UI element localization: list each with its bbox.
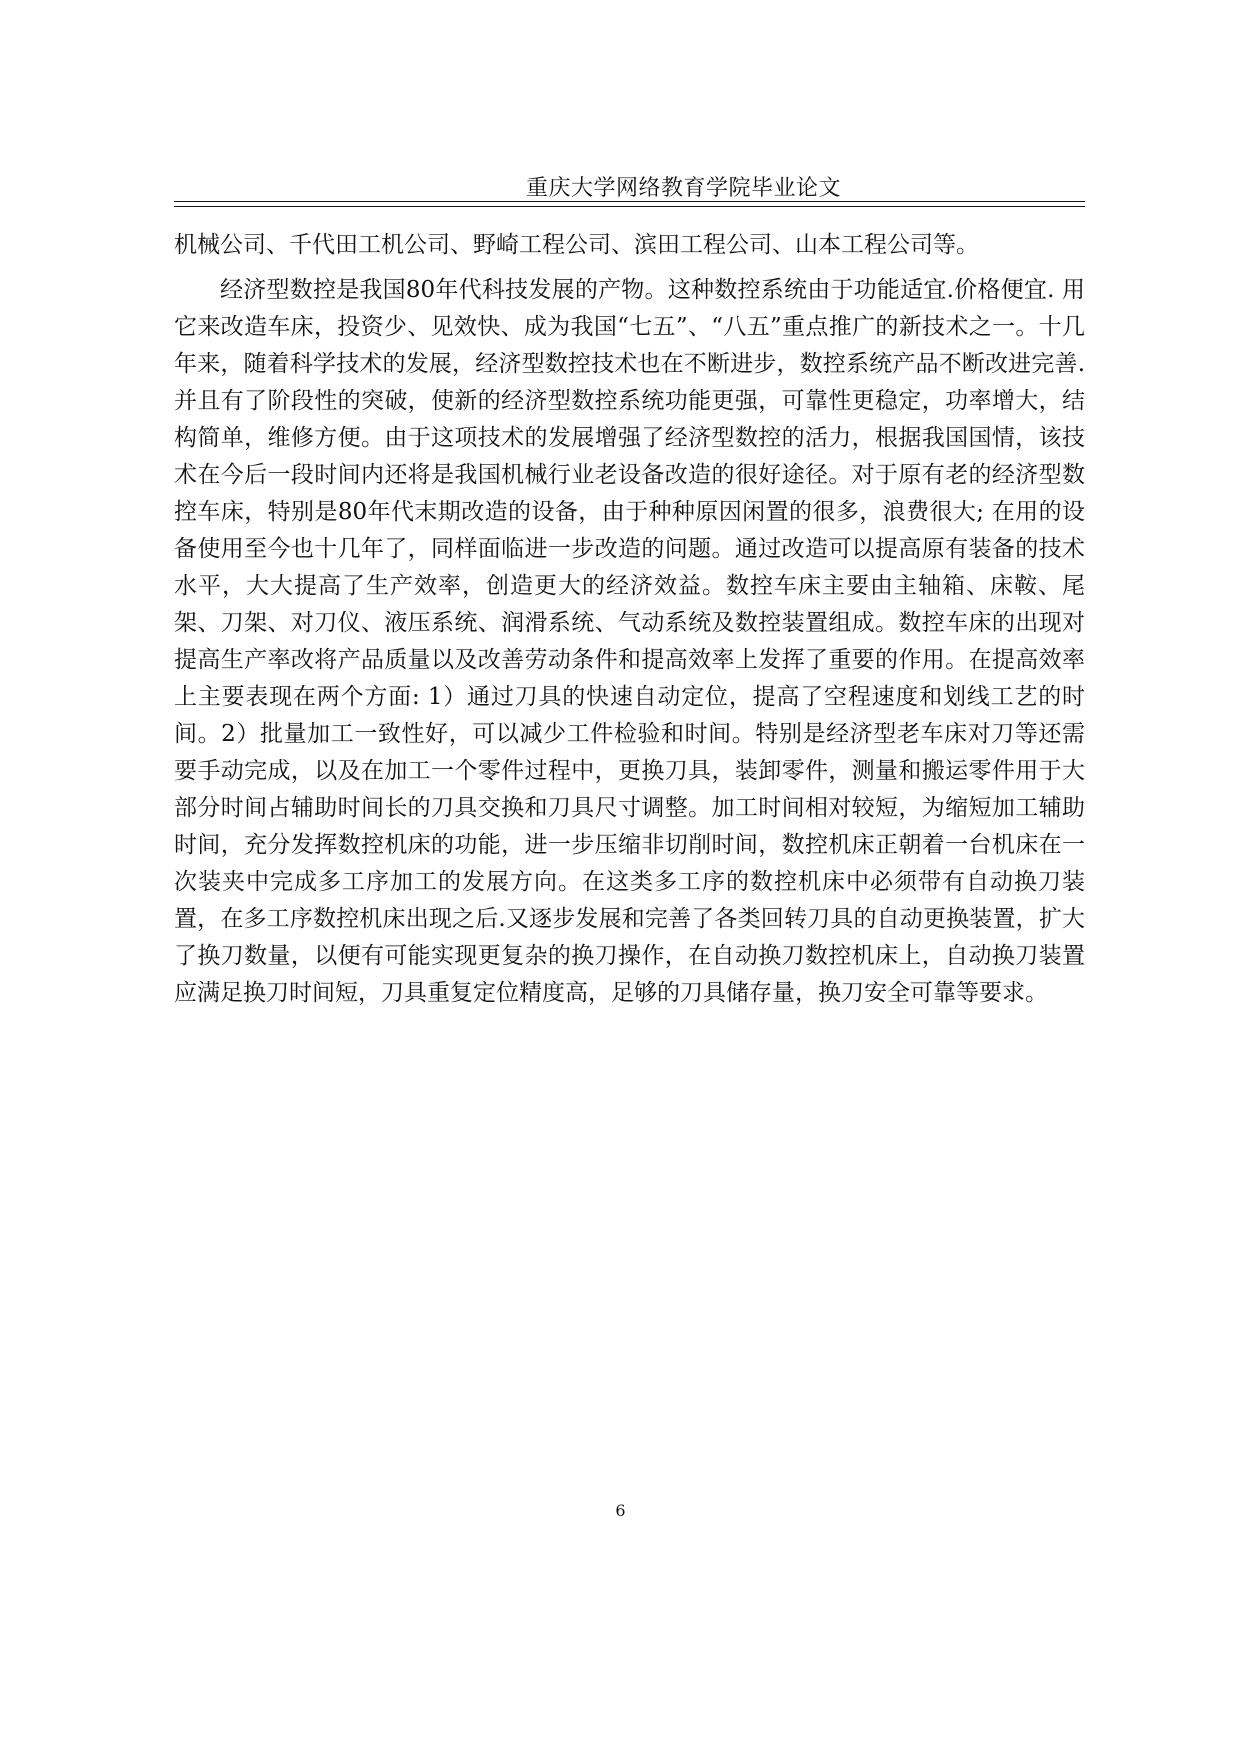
header-rule-top — [174, 201, 1085, 202]
paragraph-continuation: 机械公司、千代田工机公司、野崎工程公司、滨田工程公司、山本工程公司等。 — [174, 232, 979, 258]
page-number: 6 — [615, 1501, 626, 1520]
header-title: 重庆大学网络教育学院毕业论文 — [526, 176, 842, 201]
paragraph-economic-cnc: 经济型数控是我国80年代科技发展的产物。这种数控系统由于功能适宜.价格便宜. 用它来改造车床，投资少、见效快、成为我国“七五”、“八五”重点推广的新技术之一。十几年来，随着科学技术的发展，经济型数控技术也在不断进步，数控系统产品不断改进完善. 并且有了阶段性的突破，使新的经济型数控系统功能更强，可靠性更稳定，功率增大，结构简单，维修方便。由于这项技术的发展增强了经济型数控的活力，根据我国国情，该技术在今后一段时间内还将是我国机械行业老设备改造的很好途径。对于原有老的经济型数控车床，特别是80年代末期改造的设备，由于种种原因闲置的很多，浪费很大; 在用的设备使用至今也十几年了，同样面临进一步改造的问题。通过改造可以提高原有装备的技术水平，大大提高了生产效率，创造更大的经济效益。数控车床主要由主轴箱、床鞍、尾架、刀架、对刀仪、液压系统、润滑系统、气动系统及数控装置组成。数控车床的出现对提高生产率改将产品质量以及改善劳动条件和提高效率上发挥了重要的作用。在提高效率上主要表现在两个方面: 1）通过刀具的快速自动定位，提高了空程速度和划线工艺的时间。2）批量加工一致性好，可以减少工件检验和时间。特别是经济型老车床对刀等还需要手动完成，以及在加工一个零件过程中，更换刀具，装卸零件，测量和搬运零件用于大部分时间占辅助时间长的刀具交换和刀具尺寸调整。加工时间相对较短，为缩短加工辅助时间，充分发挥数控机床的功能，进一步压缩非切削时间，数控机床正朝着一台机床在一次装夹中完成多工序加工的发展方向。在这类多工序的数控机床中必须带有自动换刀装置，在多工序数控机床出现之后.又逐步发展和完善了各类回转刀具的自动更换装置，扩大了换刀数量，以便有可能实现更复杂的换刀操作，在自动换刀数控机床上，自动换刀装置应满足换刀时间短，刀具重复定位精度高，足够的刀具储存量，换刀安全可靠等要求。 — [174, 277, 1085, 1006]
header-rule-bottom — [174, 206, 1085, 207]
body-text — [174, 227, 1085, 1012]
